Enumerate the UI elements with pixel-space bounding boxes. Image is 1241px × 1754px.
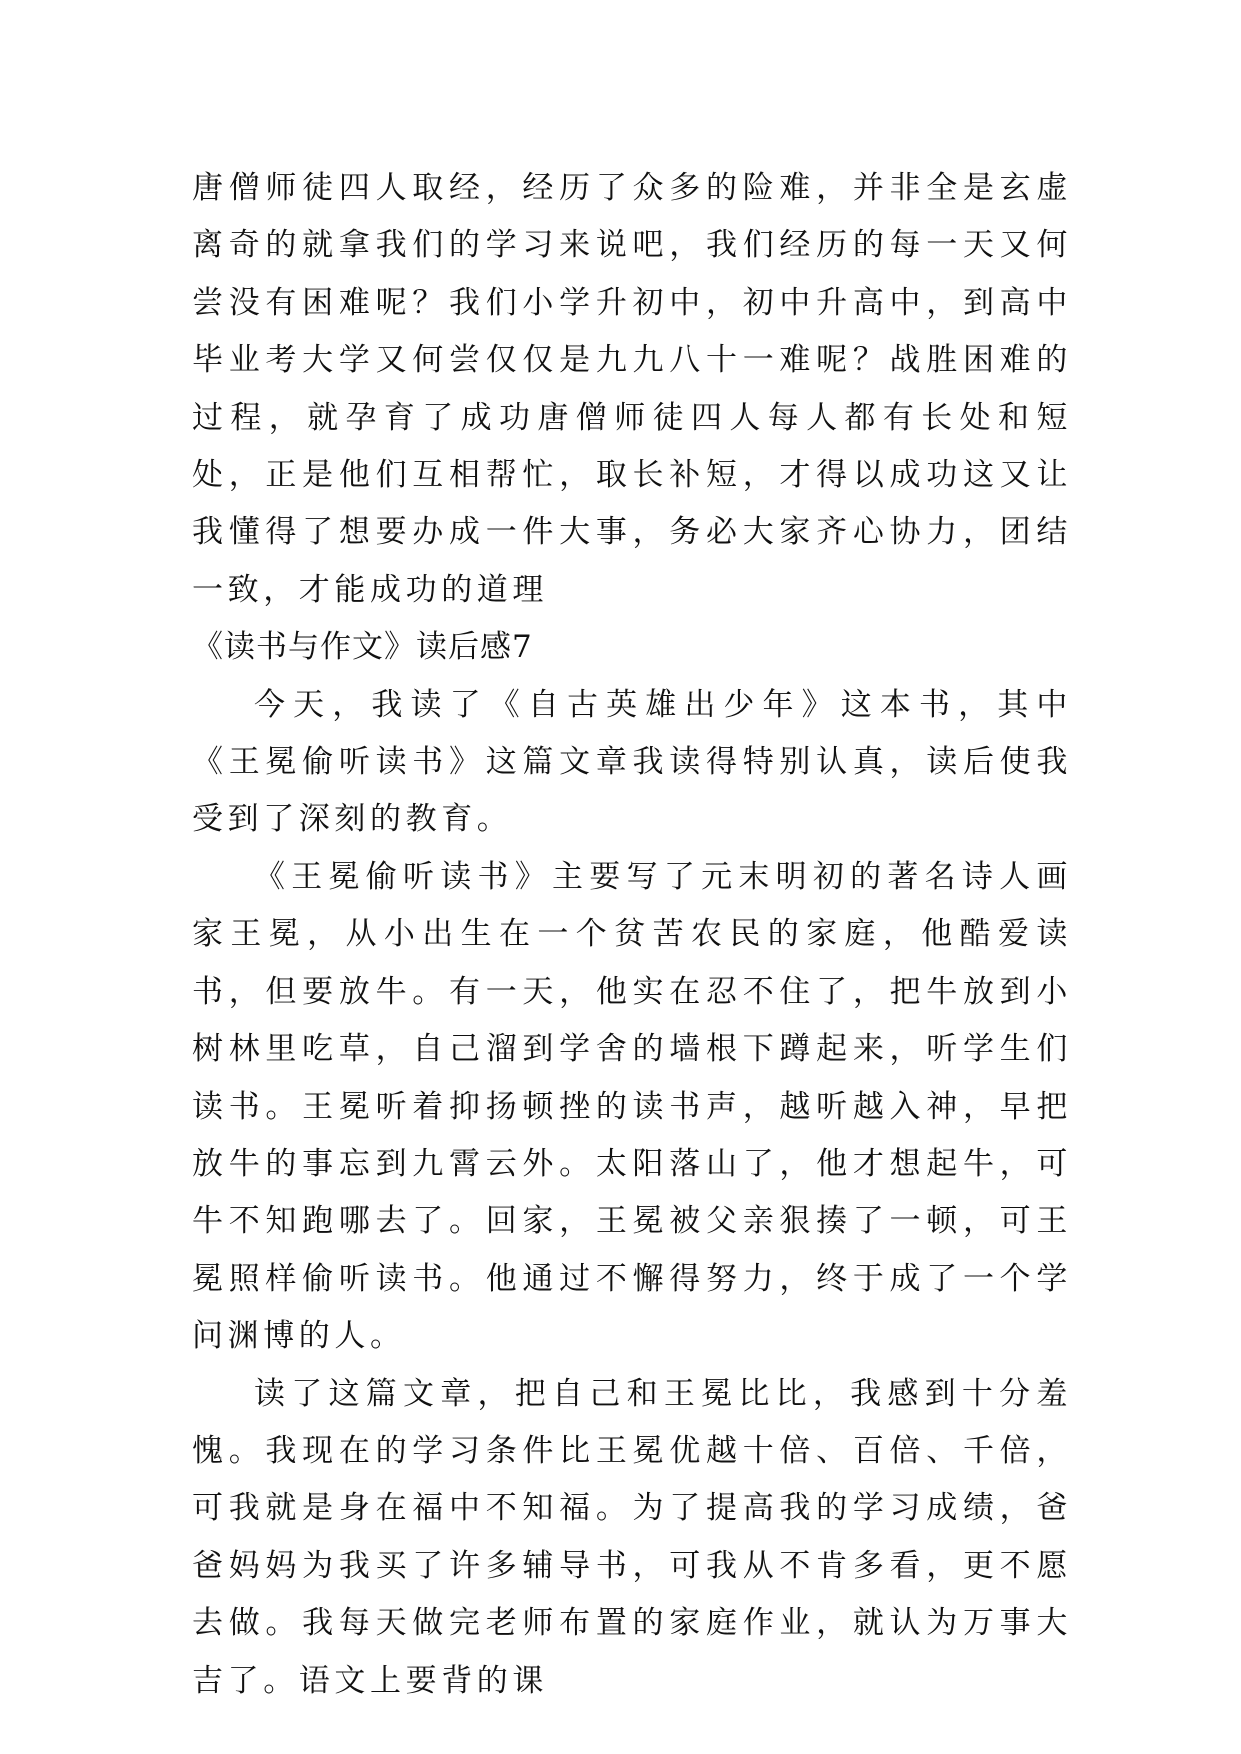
lead-paragraph: 唐僧师徒四人取经，经历了众多的险难，并非全是玄虚离奇的就拿我们的学习来说吧，我们经历的每一天又何尝没有困难呢？我们小学升初中，初中升高中，到高中毕业考大学又何尝仅仅是九九八十一难呢？战胜困难的过程，就孕育了成功唐僧师徒四人每人都有长处和短处，正是他们互相帮忙，取长补短，才得以成功这又让我懂得了想要办成一件大事，务必大家齐心协力，团结一致，才能成功的道理 bbox=[192, 170, 1072, 608]
body-paragraph-2: 《王冕偷听读书》主要写了元末明初的著名诗人画家王冕，从小出生在一个贫苦农民的家庭，他酷爱读书，但要放牛。有一天，他实在忍不住了，把牛放到小树林里吃草，自己溜到学舍的墙根下蹲起来，听学生们读书。王冕听着抑扬顿挫的读书声，越听越入神，早把放牛的事忘到九霄云外。太阳落山了，他才想起牛，可牛不知跑哪去了。回家，王冕被父亲狠揍了一顿，可王冕照样偷听读书。他通过不懈得努力，终于成了一个学问渊博的人。 bbox=[192, 858, 1072, 1355]
body-paragraph-1: 今天，我读了《自古英雄出少年》这本书，其中《王冕偷听读书》这篇文章我读得特别认真，读后使我受到了深刻的教育。 bbox=[192, 686, 1072, 838]
body-paragraph-3: 读了这篇文章，把自己和王冕比比，我感到十分羞愧。我现在的学习条件比王冕优越十倍、百倍、千倍，可我就是身在福中不知福。为了提高我的学习成绩，爸爸妈妈为我买了许多辅导书，可我从不肯多看，更不愿去做。我每天做完老师布置的家庭作业，就认为万事大吉了。语文上要背的课 bbox=[192, 1375, 1072, 1699]
section-heading: 《读书与作文》读后感7 bbox=[192, 629, 533, 666]
document-body bbox=[192, 160, 1072, 1710]
